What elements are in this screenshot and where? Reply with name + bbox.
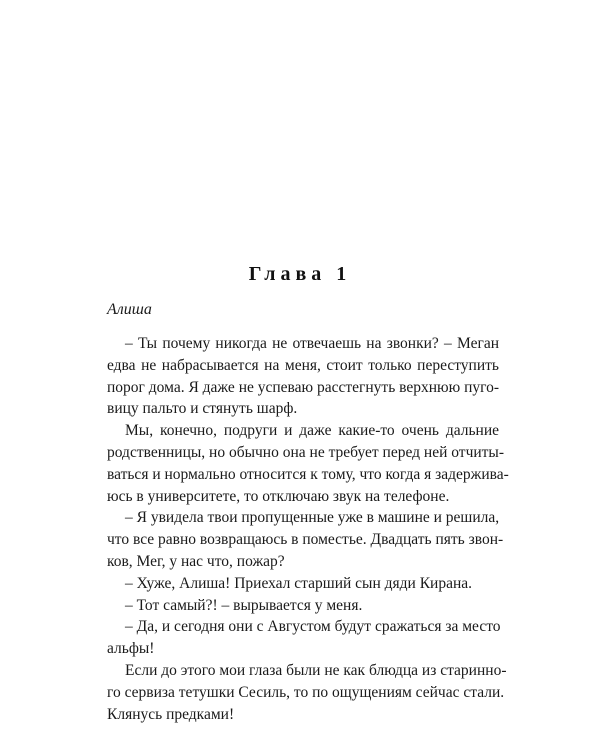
text-line: ков, Мег, у нас что, пожар? [107, 552, 285, 570]
text-line: едва не набрасывается на меня, стоит только переступить [107, 356, 499, 374]
text-line: Если до этого мои глаза были не как блюдца из старинно- [125, 661, 507, 679]
body-text [107, 333, 509, 725]
text-line: го сервиза тетушки Сесиль, то по ощущениям сейчас стали. [107, 683, 505, 701]
text-line: ваться и нормально относится к тому, что когда я задержива- [107, 465, 509, 483]
text-line: Мы, конечно, подруги и даже какие-то очень дальние [125, 422, 499, 440]
text-line: – Ты почему никогда не отвечаешь на звонки? – Меган [125, 335, 499, 352]
chapter-title: Глава 1 [248, 263, 352, 285]
text-line: вицу пальто и стянуть шарф. [107, 400, 298, 418]
text-line: – Тот самый?! – вырывается у меня. [125, 596, 363, 614]
text-line: – Да, и сегодня они с Августом будут сражаться за место [125, 618, 501, 636]
text-line: – Хуже, Алиша! Приехал старший сын дяди Кирана. [125, 574, 473, 592]
text-line: альфы! [107, 640, 155, 658]
text-line: Клянусь предками! [107, 705, 235, 723]
text-line: родственницы, но обычно она не требует перед ней отчиты- [107, 443, 505, 461]
narrator-name: Алиша [107, 301, 152, 318]
text-line: что все равно возвращаюсь в поместье. Двадцать пять звон- [107, 531, 504, 549]
text-line: юсь в университете, то отключаю звук на телефоне. [107, 487, 450, 505]
text-line: – Я увидела твои пропущенные уже в машине и решила, [125, 509, 500, 527]
text-line: порог дома. Я даже не успеваю расстегнуть верхнюю пуго- [107, 378, 500, 396]
